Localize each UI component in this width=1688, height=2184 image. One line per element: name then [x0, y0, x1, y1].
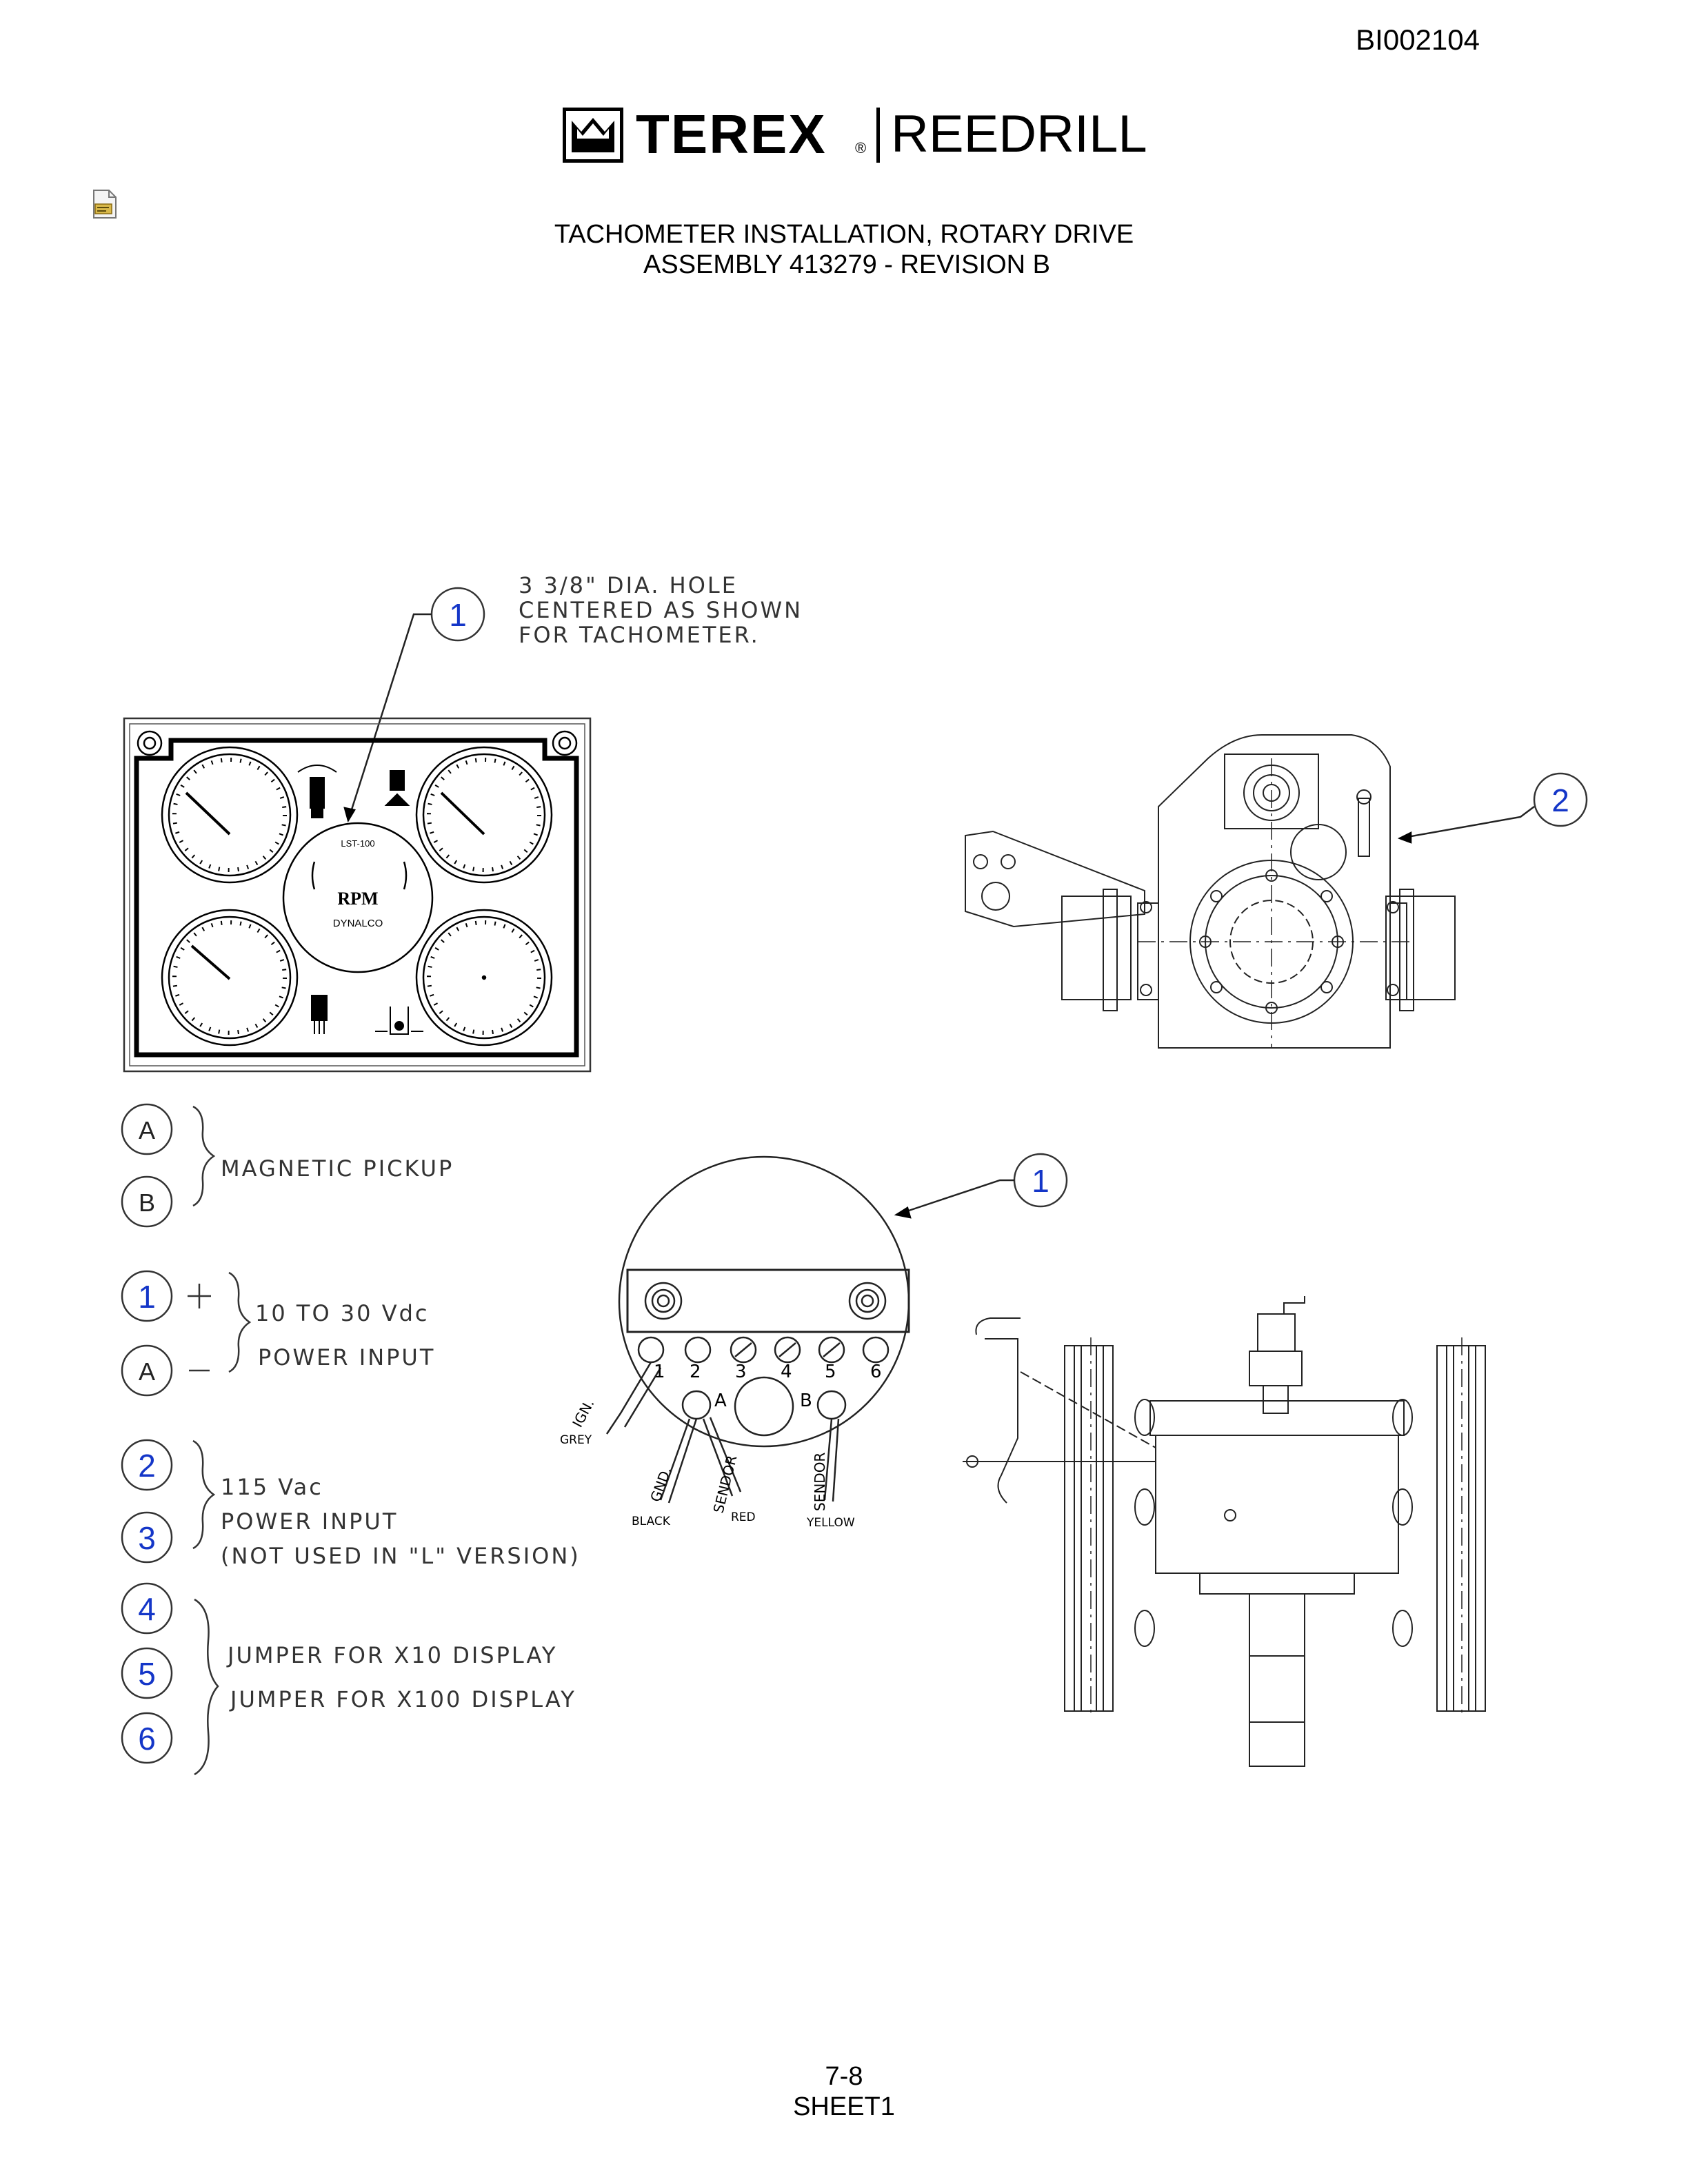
page-footer — [0, 2061, 1688, 2122]
terminal-number-2: 2 — [690, 1362, 701, 1382]
logo-brand: TEREX — [636, 103, 827, 165]
terminal-number-4: 4 — [781, 1362, 792, 1382]
legend-power-input-2: POWER INPUT — [221, 1508, 399, 1535]
tachometer-rear-view — [607, 1157, 909, 1503]
terminal-number-1: 1 — [654, 1362, 665, 1382]
legend-terminal-4: 4 — [138, 1591, 156, 1627]
title-line-1: TACHOMETER INSTALLATION, ROTARY DRIVE — [554, 220, 1134, 249]
gauge-bottom-right — [416, 910, 552, 1045]
terminal-letter-a: A — [714, 1391, 727, 1411]
legend-terminal-5: 5 — [138, 1656, 156, 1692]
wire-label-sendor-yellow: SENDOR — [812, 1452, 828, 1511]
legend-power-input-1: POWER INPUT — [258, 1344, 436, 1371]
wire-color-red: RED — [731, 1510, 756, 1524]
terminal-number-3: 3 — [735, 1362, 747, 1382]
wire-color-black: BLACK — [632, 1515, 670, 1528]
legend-jumper-x100: JUMPER FOR X100 DISPLAY — [230, 1686, 576, 1712]
title-line-2: ASSEMBLY 413279 - REVISION B — [643, 250, 1050, 279]
terminal-number-5: 5 — [825, 1362, 836, 1382]
wire-label-ign: IGN. — [569, 1396, 598, 1430]
wire-label-sendor-red: SENDOR — [710, 1453, 741, 1515]
logo-registered-mark: ® — [855, 139, 867, 156]
legend-magnetic-pickup: MAGNETIC PICKUP — [221, 1155, 454, 1182]
hole-note-line-1: 3 3/8" DIA. HOLE — [519, 572, 738, 598]
callout-1-top-label: 1 — [449, 597, 467, 633]
page-number: 7-8 — [825, 2062, 863, 2091]
hoist-icon — [386, 771, 408, 805]
legend-terminal-2: 2 — [138, 1448, 156, 1484]
legend-terminal-b: B — [138, 1189, 156, 1217]
legend-vac: 115 Vac — [221, 1474, 323, 1500]
callout-1-rear-label: 1 — [1032, 1163, 1049, 1199]
legend-terminal-1: 1 — [138, 1279, 156, 1315]
terminal-number-6: 6 — [870, 1362, 882, 1382]
legend-terminal-3: 3 — [138, 1520, 156, 1556]
document-id: BI002104 — [1356, 23, 1480, 56]
gauge-maker-label: DYNALCO — [332, 918, 383, 929]
terminal-letter-b: B — [800, 1391, 812, 1411]
rotary-drive-top-view — [965, 735, 1455, 1048]
sheet-label: SHEET1 — [793, 2092, 895, 2121]
fluid-level-icon — [375, 1007, 423, 1034]
legend-terminal-a-2: A — [138, 1357, 156, 1386]
gauge-top-left — [162, 747, 297, 882]
gauge-bottom-left — [162, 910, 297, 1045]
wire-color-grey: GREY — [560, 1433, 592, 1447]
rotation-icon — [298, 765, 336, 818]
legend-vdc: 10 TO 30 Vdc — [255, 1300, 430, 1326]
legend-terminal-a: A — [138, 1116, 156, 1144]
legend-jumper-x10: JUMPER FOR X10 DISPLAY — [228, 1642, 558, 1668]
plug-icon — [312, 995, 327, 1034]
gauge-display-label: RPM — [337, 889, 379, 909]
legend-terminal-6: 6 — [138, 1721, 156, 1757]
wire-color-yellow: YELLOW — [807, 1516, 855, 1530]
wire-label-gnd: GND. — [647, 1464, 675, 1504]
gauge-model-label: LST-100 — [341, 838, 375, 849]
hole-note-line-3: FOR TACHOMETER. — [519, 622, 760, 648]
logo-product: REEDRILL — [891, 105, 1147, 163]
callout-2-label: 2 — [1551, 782, 1569, 818]
rotary-drive-side-view — [963, 1296, 1485, 1766]
gauge-top-right — [416, 747, 552, 882]
hole-note-line-2: CENTERED AS SHOWN — [519, 597, 803, 623]
legend-not-used-note: (NOT USED IN "L" VERSION) — [221, 1543, 581, 1569]
